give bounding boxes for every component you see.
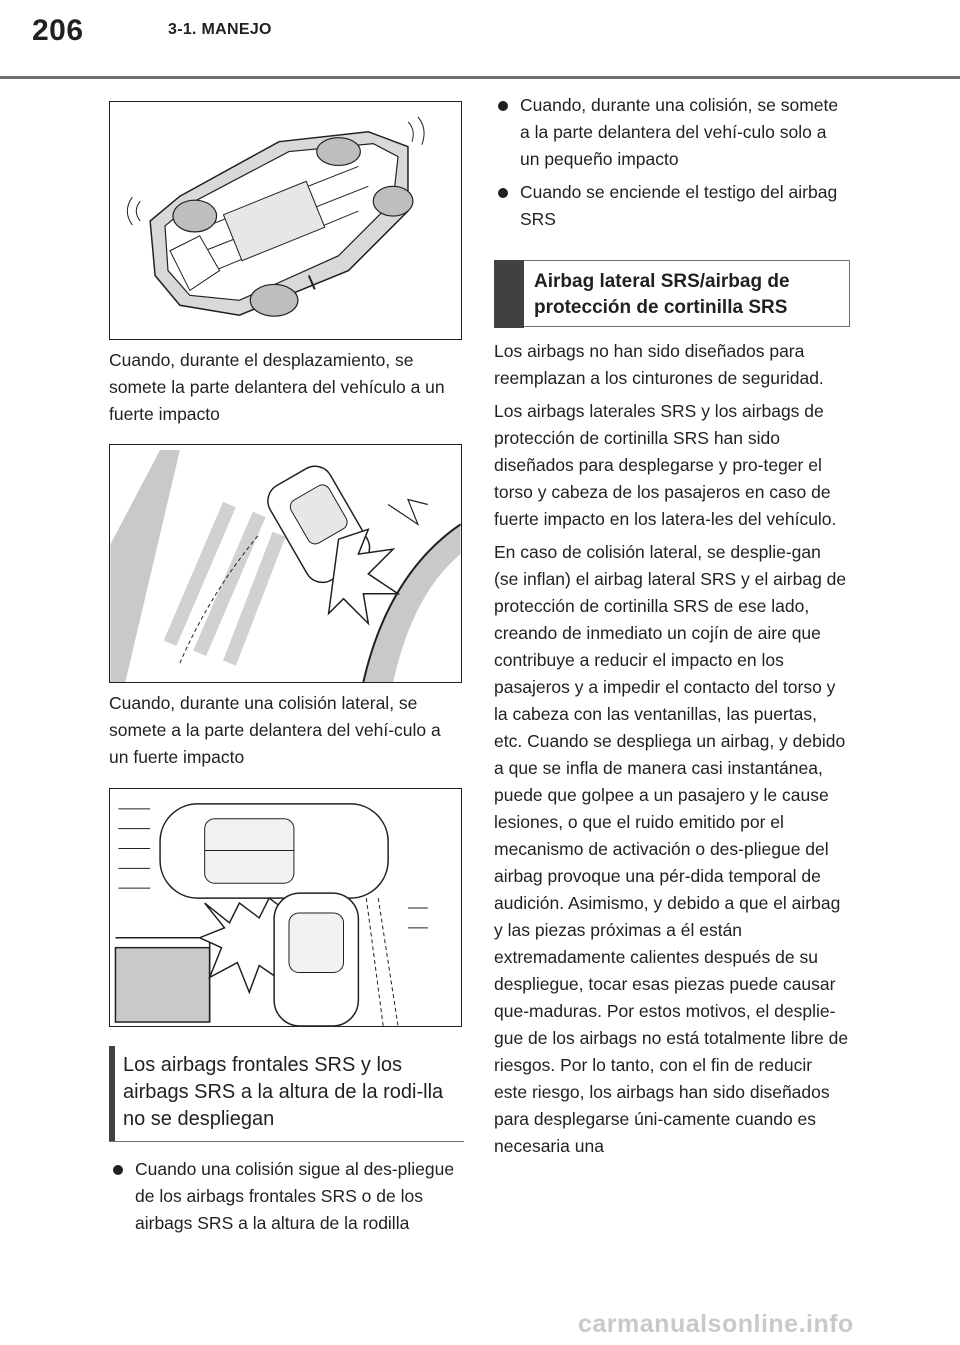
paragraph: Los airbags no han sido diseñados para reemplazan a los cinturones de seguridad. bbox=[494, 341, 824, 388]
header-rule bbox=[0, 76, 960, 79]
page-header bbox=[0, 0, 960, 80]
heading-rule bbox=[109, 1141, 464, 1143]
side-airbag-body bbox=[494, 338, 849, 1166]
figure2-caption: Cuando, durante una colisión lateral, se somete a la parte delantera del vehí-culo a un fuerte impacto bbox=[109, 693, 441, 767]
list-item: Cuando, durante una colisión, se somete a la parte delantera del vehí-culo solo a un pequeño impacto bbox=[494, 92, 844, 173]
list-item: Cuando una colisión sigue al des-pliegue de los airbags frontales SRS o de los airbags SRS a la altura de la rodilla bbox=[109, 1156, 464, 1237]
paragraph: En caso de colisión lateral, se desplie-gan (se inflan) el airbag lateral SRS y el airbag de protección de cortinilla SRS de ese lado, creando de inmediato un cojín de aire que contribuye a reducir el impacto en los pasajeros y a impedir el contacto del torso y la cabeza con las ventanillas, las puertas, etc. Cuando se despliega un airbag, y debido a que se infla de manera casi instantánea, puede que golpee a un pasajero y le cause lesiones, o que el ruido emitido por el mecanismo de activación o des-pliegue del airbag provoque una pér-dida temporal de audición. Asimismo, y debido a que el airbag y las piezas próximas a él están extremadamente calientes después de su despliegue, tocar esas piezas puede causar que-maduras. Por estos motivos, el desplie-gue de los airbags no está totalmente libre de riesgos. Por lo tanto, con el fin de reducir este riesgo, los airbags han sido diseñados para desplegarse úni-camente cuando es necesaria una bbox=[494, 542, 849, 1156]
figure1-caption: Cuando, durante el desplazamiento, se somete la parte delantera del vehículo a un fuerte impacto bbox=[109, 350, 445, 424]
heading-frontal-not-deployed bbox=[109, 1046, 464, 1142]
heading-text: Airbag lateral SRS/airbag de protección de cortinilla SRS bbox=[534, 271, 790, 318]
heading-text: Los airbags frontales SRS y los airbags SRS a la altura de la rodi-lla no se despliegan bbox=[123, 1054, 444, 1130]
bullet-icon bbox=[498, 101, 508, 111]
rollover-car-illustration bbox=[110, 102, 461, 339]
watermark: carmanualsonline.info bbox=[578, 1310, 854, 1338]
bullet-icon bbox=[113, 1165, 123, 1175]
page-number: 206 bbox=[32, 14, 84, 47]
figure-side-collision bbox=[109, 444, 462, 683]
list-item: Cuando se enciende el testigo del airbag SRS bbox=[494, 179, 844, 233]
bullet-icon bbox=[498, 188, 508, 198]
heading-side-airbag bbox=[494, 260, 850, 327]
right-bullet-list bbox=[494, 92, 844, 239]
heading-bar bbox=[109, 1046, 115, 1142]
figure-rollover-car bbox=[109, 101, 462, 340]
paragraph: Los airbags laterales SRS y los airbags de protección de cortinilla SRS han sido diseñados para desplegarse y pro-teger el torso y cabeza de los pasajeros en caso de fuerte impacto en los latera-les del vehículo. bbox=[494, 401, 837, 529]
secondary-collision-illustration bbox=[110, 789, 461, 1026]
heading-bar bbox=[494, 260, 524, 328]
figure-secondary-collision bbox=[109, 788, 462, 1027]
left-bullet-list bbox=[109, 1156, 464, 1243]
side-collision-illustration bbox=[110, 445, 461, 682]
section-title: 3-1. MANEJO bbox=[168, 21, 272, 38]
